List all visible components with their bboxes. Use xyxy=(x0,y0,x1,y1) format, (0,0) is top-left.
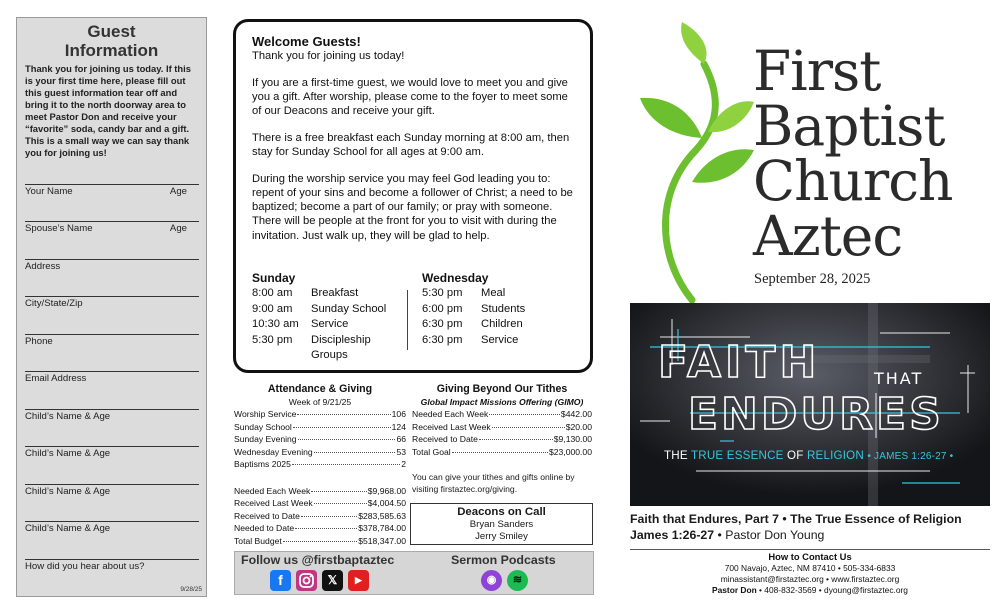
sprout-logo xyxy=(630,18,755,303)
attendance-giving xyxy=(234,383,406,470)
form-rule xyxy=(25,259,199,260)
church-name-line: First xyxy=(753,39,881,103)
field-how-heard[interactable]: How did you hear about us? xyxy=(25,561,145,572)
contact-emails[interactable]: minassistant@firstaztec.org • www.firstaztec.org xyxy=(720,574,900,584)
field-phone[interactable]: Phone xyxy=(25,336,53,347)
schedule-divider xyxy=(407,290,408,350)
stat-row: Received to Date $9,130.00 xyxy=(412,434,592,445)
form-rule xyxy=(25,184,199,185)
schedule-row: 6:00 pm Students xyxy=(422,302,526,315)
guest-information-card xyxy=(16,17,207,597)
stat-row: Received to Date $283,585.63 xyxy=(234,510,406,521)
giving-title: Giving Beyond Our Tithes xyxy=(436,383,568,395)
stat-row: Needed to Date $378,784.00 xyxy=(234,523,406,534)
stat-row: Total Goal $23,000.00 xyxy=(412,446,592,457)
contact-address: 700 Navajo, Aztec, NM 87410 • 505-334-6833 xyxy=(724,563,896,573)
social-bar xyxy=(234,551,594,595)
youtube-icon[interactable]: ▶ xyxy=(348,570,369,591)
field-spouse-name[interactable]: Spouse’s Name Age xyxy=(25,223,187,234)
banner-title-endures: ENDURES xyxy=(688,389,944,440)
stat-row: Needed Each Week $9,968.00 xyxy=(234,486,406,496)
welcome-paragraph-breakfast: There is a free breakfast each Sunday morning at 8:00 am, then stay for Sunday School for all ages at 9:00 am. xyxy=(252,131,570,159)
online-giving-note: You can give your tithes and gifts online by visiting firstaztec.org/giving. xyxy=(412,472,575,494)
field-email[interactable]: Email Address xyxy=(25,373,87,384)
church-name xyxy=(753,39,953,268)
field-city-state-zip[interactable]: City/State/Zip xyxy=(25,298,83,309)
wednesday-schedule xyxy=(422,271,581,348)
spotify-icon[interactable]: ≋ xyxy=(507,570,528,591)
banner-title-faith: FAITH xyxy=(658,337,821,388)
contact-info xyxy=(630,549,990,596)
field-child-4[interactable]: Child’s Name & Age xyxy=(25,523,111,534)
facebook-icon[interactable]: f xyxy=(270,570,291,591)
stat-row: Received Last Week $20.00 xyxy=(412,421,592,432)
deacon-name: Bryan Sanders xyxy=(469,519,534,530)
form-date-code: 9/28/25 xyxy=(180,586,202,593)
deacon-name: Jerry Smiley xyxy=(475,531,528,542)
field-your-name[interactable]: Your Name Age xyxy=(25,186,187,197)
stat-row: Worship Service 106 xyxy=(234,409,406,420)
follow-title: Follow us @firstbaptaztec xyxy=(241,553,395,567)
sunday-title: Sunday xyxy=(252,271,296,285)
apple-podcasts-icon[interactable]: ◉ xyxy=(481,570,502,591)
contact-title: How to Contact Us xyxy=(768,551,852,562)
stat-row: Sunday School 124 xyxy=(234,421,406,432)
sermon-title: Faith that Endures, Part 7 • The True Essence of Religion xyxy=(630,512,962,526)
form-rule xyxy=(25,484,199,485)
contact-pastor: Pastor Don • 408-832-3569 • dyoung@firstaztec.org xyxy=(712,585,908,595)
guest-title-line2: Information xyxy=(64,41,159,60)
form-rule xyxy=(25,371,199,372)
form-rule xyxy=(25,334,199,335)
stat-row: Needed Each Week $442.00 xyxy=(412,409,592,420)
church-name-line: Baptist xyxy=(753,94,945,158)
form-rule xyxy=(25,521,199,522)
field-address[interactable]: Address xyxy=(25,261,61,272)
attendance-title: Attendance & Giving xyxy=(267,383,373,395)
form-rule xyxy=(25,409,199,410)
schedule-row: 10:30 am Service xyxy=(252,318,349,331)
stat-row: Baptisms 2025 2 xyxy=(234,459,406,470)
sunday-schedule xyxy=(252,271,411,364)
sermon-series-banner xyxy=(630,303,990,506)
field-child-3[interactable]: Child’s Name & Age xyxy=(25,486,111,497)
welcome-title: Welcome Guests! xyxy=(252,34,361,49)
form-rule xyxy=(25,446,199,447)
welcome-paragraph-invitation: During the worship service you may feel God leading you to: repent of your sins and become a follower of Christ; a need to be baptized; become a part of our family; or pray with someone. There will be people at the front for you to visit with during the invitation. Just walk up, they will be glad to help. xyxy=(252,172,573,242)
church-name-line: Aztec xyxy=(753,204,903,268)
giving-beyond-tithes xyxy=(412,383,592,458)
guest-title xyxy=(17,22,206,60)
bulletin-date: September 28, 2025 xyxy=(754,271,871,287)
church-name-line: Church xyxy=(753,149,953,213)
stat-row: Received Last Week $4,004.50 xyxy=(234,498,406,509)
schedule-row: 6:30 pm Service xyxy=(422,333,519,346)
welcome-paragraph-gift: If you are a first-time guest, we would love to meet you and give you a gift. After worship, please come to the foyer to meet some of our Deacons and receive your gift. xyxy=(252,76,568,118)
form-rule xyxy=(25,296,199,297)
sermon-reference-line: James 1:26-27 • Pastor Don Young xyxy=(630,528,825,542)
form-rule xyxy=(25,559,199,560)
guest-title-line1: Guest xyxy=(87,22,136,41)
schedule-row: 9:00 am Sunday School xyxy=(252,302,387,315)
attendance-week: Week of 9/21/25 xyxy=(288,397,352,407)
schedule-row: 8:00 am Breakfast xyxy=(252,287,359,299)
banner-tagline: THE TRUE ESSENCE OF RELIGION • JAMES 1:26-27 • xyxy=(664,449,954,462)
instagram-icon[interactable] xyxy=(296,570,317,591)
giving-subtitle: Global Impact Missions Offering (GIMO) xyxy=(420,397,584,407)
wednesday-title: Wednesday xyxy=(422,271,489,285)
x-icon[interactable]: 𝕏 xyxy=(322,570,343,591)
schedule-row: 5:30 pm Discipleship Groups xyxy=(252,333,371,362)
stat-row: Sunday Evening 66 xyxy=(234,434,406,445)
welcome-guests-box xyxy=(233,19,593,373)
schedule-row: 6:30 pm Children xyxy=(422,318,523,331)
form-rule xyxy=(25,221,199,222)
deacons-on-call xyxy=(410,503,593,545)
field-child-1[interactable]: Child’s Name & Age xyxy=(25,411,111,422)
schedule-row: 5:30 pm Meal xyxy=(422,287,506,299)
podcasts-title: Sermon Podcasts xyxy=(451,553,556,567)
banner-title-that: THAT xyxy=(874,369,924,388)
field-child-2[interactable]: Child’s Name & Age xyxy=(25,448,111,459)
budget-summary xyxy=(234,485,406,547)
sermon-info xyxy=(630,511,990,543)
guest-intro: Thank you for joining us today. If this is your first time here, please fill out this guest information tear off and bring it to the north doorway area to meet Pastor Don and receive your “favorite” soda, candy bar and a gift. This is a small way we can say thank you for joining us! xyxy=(25,63,191,158)
stat-row: Wednesday Evening 53 xyxy=(234,446,406,457)
deacons-title: Deacons on Call xyxy=(457,506,546,518)
stat-row: Total Budget $518,347.00 xyxy=(234,535,406,546)
welcome-thanks: Thank you for joining us today! xyxy=(252,50,405,62)
